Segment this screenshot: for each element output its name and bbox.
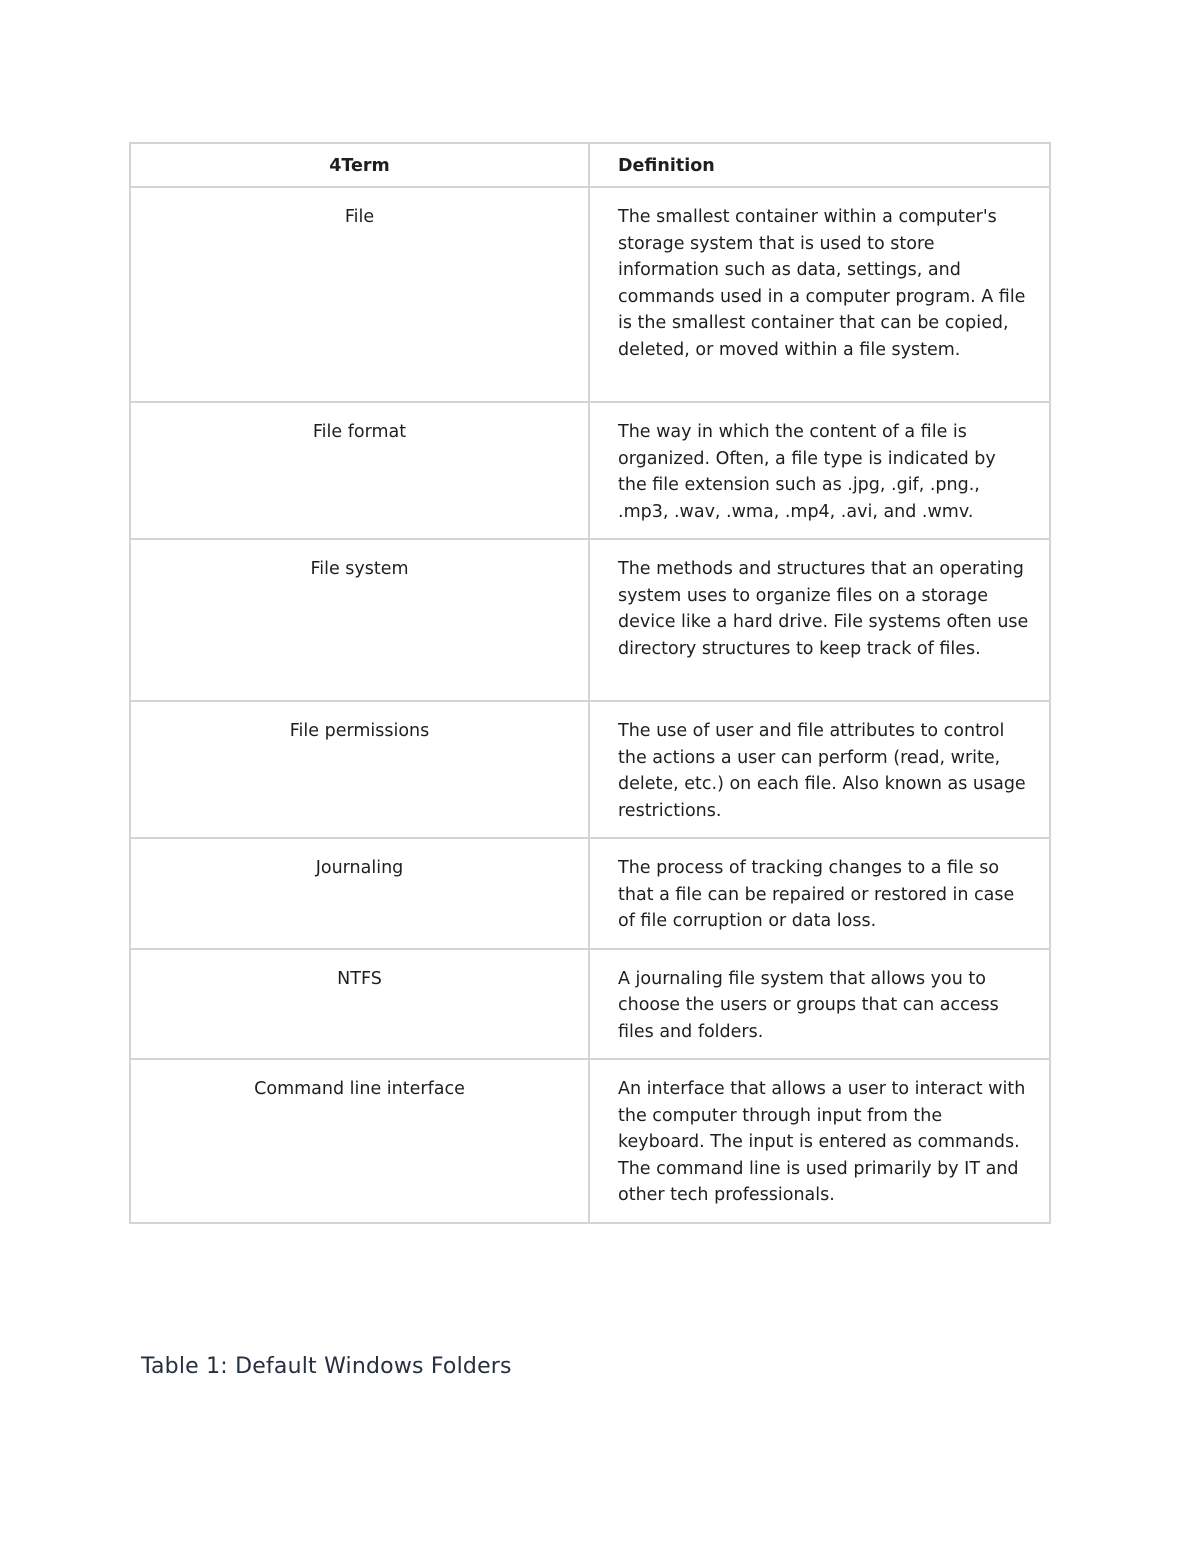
term-cell: NTFS [130,949,589,1060]
term-cell: Command line interface [130,1059,589,1223]
table-header-row [130,143,1050,187]
table-row [130,539,1050,701]
term-cell: File [130,187,589,402]
table-row [130,1059,1050,1223]
terms-table [129,142,1051,1224]
term-cell: File system [130,539,589,701]
term-cell: File permissions [130,701,589,838]
definition-column-header: Definition [589,143,1050,187]
term-cell: File format [130,402,589,539]
definition-cell: The smallest container within a computer's storage system that is used to store information such as data, settings, and commands used in a computer program. A file is the smallest container that can be copied, deleted, or moved within a file system. [589,187,1050,402]
table-row [130,949,1050,1060]
table-row [130,187,1050,402]
term-column-header: 4Term [130,143,589,187]
table-row [130,701,1050,838]
definition-cell: The process of tracking changes to a file so that a file can be repaired or restored in case of file corruption or data loss. [589,838,1050,949]
table-row [130,402,1050,539]
definition-cell: A journaling file system that allows you to choose the users or groups that can access files and folders. [589,949,1050,1060]
term-cell: Journaling [130,838,589,949]
table-row [130,838,1050,949]
table-caption: Table 1: Default Windows Folders [141,1354,512,1379]
definition-cell: The use of user and file attributes to control the actions a user can perform (read, write, delete, etc.) on each file. Also known as usage restrictions. [589,701,1050,838]
definition-cell: The methods and structures that an operating system uses to organize files on a storage device like a hard drive. File systems often use directory structures to keep track of files. [589,539,1050,701]
definition-cell: The way in which the content of a file is organized. Often, a file type is indicated by the file extension such as .jpg, .gif, .png., .mp3, .wav, .wma, .mp4, .avi, and .wmv. [589,402,1050,539]
definition-cell: An interface that allows a user to interact with the computer through input from the keyboard. The input is entered as commands. The command line is used primarily by IT and other tech professionals. [589,1059,1050,1223]
